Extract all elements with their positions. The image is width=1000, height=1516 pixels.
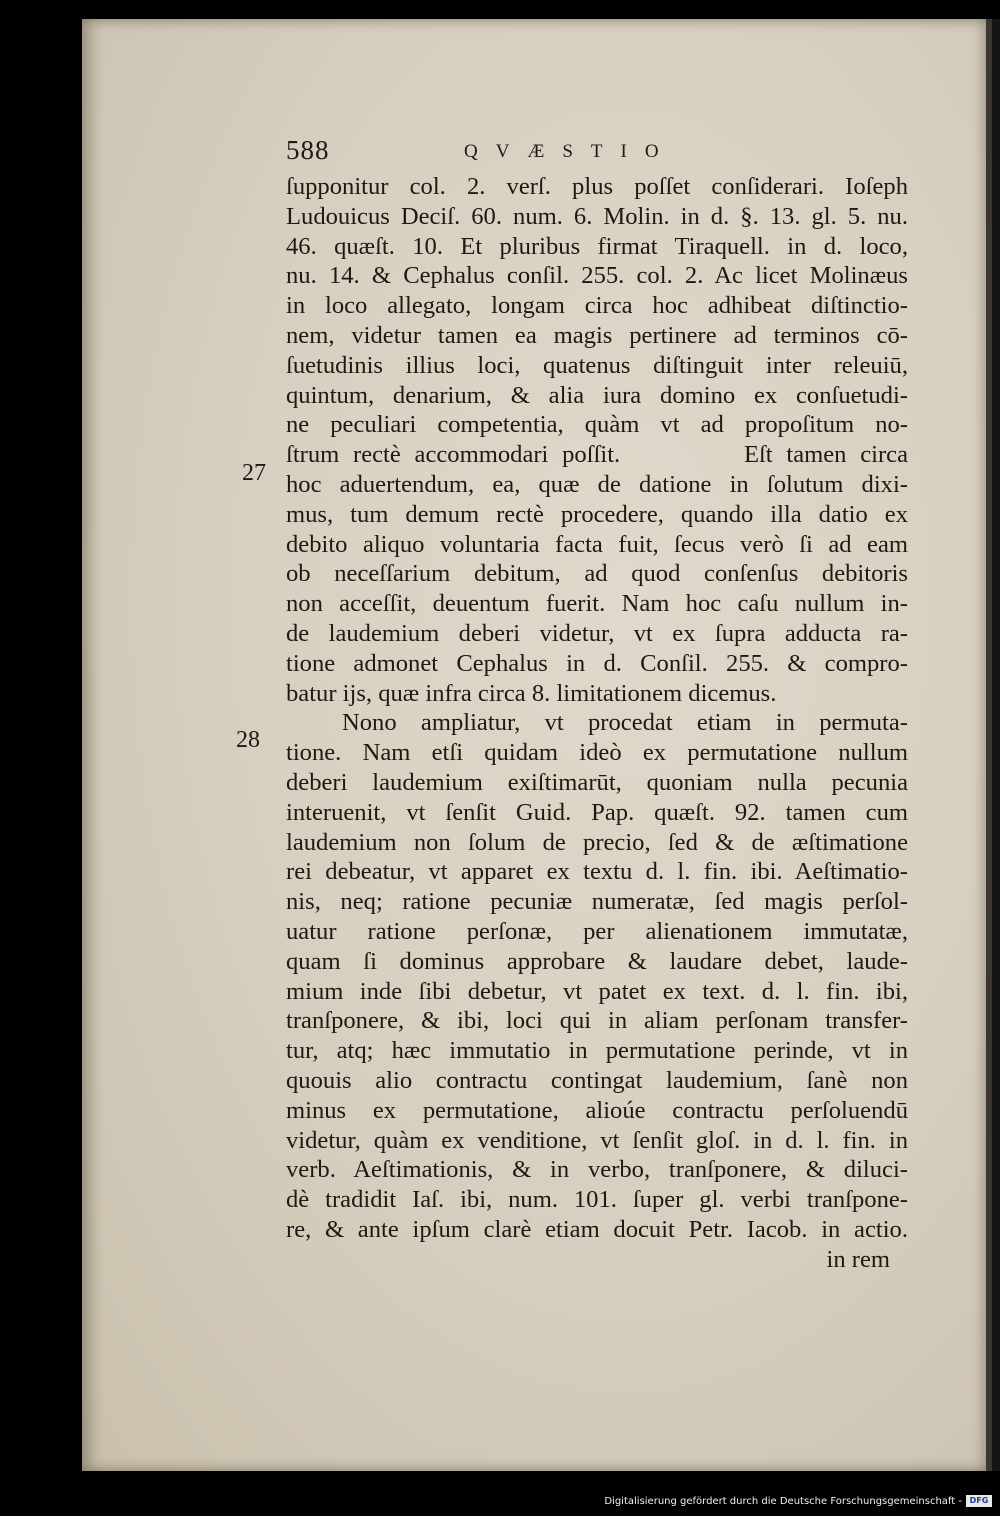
text-line: 46. quæſt. 10. Et pluribus firmat Tiraquell. in d. loco, xyxy=(286,232,908,260)
text-line: re, & ante ipſum clarè etiam docuit Petr. Iacob. in actio. xyxy=(286,1215,908,1243)
text-line: tione admonet Cephalus in d. Conſil. 255. & compro- xyxy=(286,649,908,677)
page-edge-shadow xyxy=(992,19,1000,1471)
text-line: nem, videtur tamen ea magis pertinere ad terminos cō- xyxy=(286,321,908,349)
text-line: Nono ampliatur, vt procedat etiam in permuta- xyxy=(342,709,908,737)
text-line: non acceſſit, deuentum fuerit. Nam hoc caſu nullum in- xyxy=(286,590,908,618)
text-line: mus, tum demum rectè procedere, quando illa datio ex xyxy=(286,500,908,528)
text-line: rei debeatur, vt apparet ex textu d. l. fin. ibi. Aeſtimatio- xyxy=(286,858,908,886)
text-line: quintum, denarium, & alia iura domino ex conſuetudi- xyxy=(286,381,908,409)
text-line: ob neceſſarium debitum, ad quod conſenſus debitoris xyxy=(286,560,908,588)
text-line: interuenit, vt ſenſit Guid. Pap. quæſt. 92. tamen cum xyxy=(286,798,908,826)
text-line: verb. Aeſtimationis, & in verbo, tranſponere, & diluci- xyxy=(286,1156,908,1184)
text-line: ſtrum rectè accommodari poſſit. Eſt tamen circa xyxy=(286,441,908,469)
text-line: tranſponere, & ibi, loci qui in aliam perſonam transfer- xyxy=(286,1007,908,1035)
running-title: QVÆSTIO xyxy=(464,141,677,162)
text-line: videtur, quàm ex venditione, vt ſenſit gloſ. in d. l. fin. in xyxy=(286,1126,908,1154)
body-text xyxy=(286,172,908,1274)
text-line: nis, neq; ratione pecuniæ numeratæ, ſed magis perſol- xyxy=(286,888,908,916)
page-header xyxy=(286,135,896,169)
text-line: uatur ratione perſonæ, per alienationem immutatæ, xyxy=(286,917,908,945)
text-line: de laudemium deberi videtur, vt ex ſupra adducta ra- xyxy=(286,619,908,647)
text-line: nu. 14. & Cephalus conſil. 255. col. 2. Ac licet Molinæus xyxy=(286,262,908,290)
dfg-logo: DFG xyxy=(966,1495,992,1507)
margin-number-28: 28 xyxy=(236,727,260,753)
text-line: mium inde ſibi debetur, vt patet ex text. d. l. fin. ibi, xyxy=(286,977,908,1005)
text-line: minus ex permutatione, alioúe contractu perſoluendū xyxy=(286,1096,908,1124)
text-line: tur, atq; hæc immutatio in permutatione perinde, vt in xyxy=(286,1037,908,1065)
text-line: debito aliquo voluntaria facta fuit, ſecus verò ſi ad eam xyxy=(286,530,908,558)
text-line: Ludouicus Deciſ. 60. num. 6. Molin. in d. §. 13. gl. 5. nu. xyxy=(286,202,908,230)
text-line: in loco allegato, longam circa hoc adhibeat diſtinctio- xyxy=(286,292,908,320)
text-line: quouis alio contractu contingat laudemium, ſanè non xyxy=(286,1066,908,1094)
text-line: hoc aduertendum, ea, quæ de datione in ſolutum dixi- xyxy=(286,470,908,498)
digitization-credit: Digitalisierung gefördert durch die Deutsche Forschungsgemeinschaft - xyxy=(604,1496,962,1507)
text-line: deberi laudemium exiſtimarūt, quoniam nulla pecunia xyxy=(286,768,908,796)
page-number: 588 xyxy=(286,135,330,165)
text-line: ne peculiari competentia, quàm vt ad propoſitum no- xyxy=(286,411,908,439)
text-line: ſuetudinis illius loci, quatenus diſtinguit inter releuiū, xyxy=(286,351,908,379)
text-line: quam ſi dominus approbare & laudare debet, laude- xyxy=(286,947,908,975)
text-line: batur ijs, quæ infra circa 8. limitationem dicemus. xyxy=(286,679,777,707)
text-line: tione. Nam etſi quidam ideò ex permutatione nullum xyxy=(286,739,908,767)
text-line: dè tradidit Iaſ. ibi, num. 101. ſuper gl. verbi tranſpone- xyxy=(286,1186,908,1214)
catchword: in rem xyxy=(826,1245,890,1273)
text-line: ſupponitur col. 2. verſ. plus poſſet conſiderari. Ioſeph xyxy=(286,173,908,200)
text-line: laudemium non ſolum de precio, ſed & de æſtimatione xyxy=(286,828,908,856)
margin-number-27: 27 xyxy=(242,460,266,486)
